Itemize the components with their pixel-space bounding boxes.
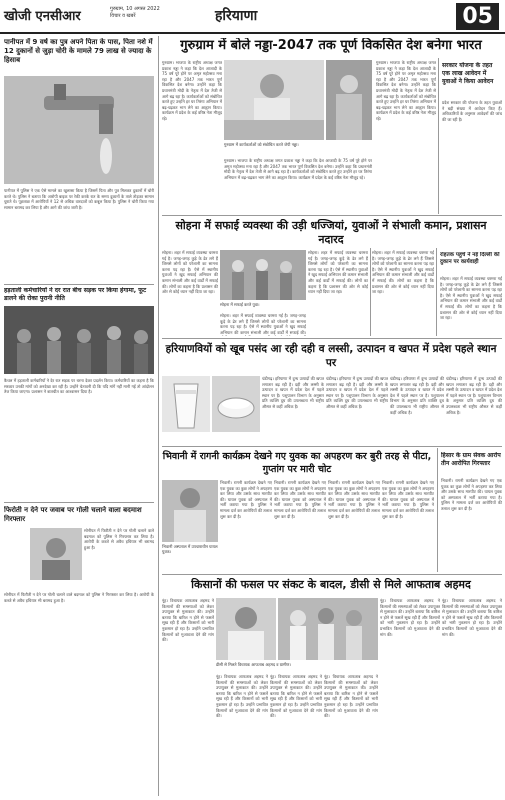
lead-side-body: प्रदेश सरकार की योजना के तहत युवाओं ने बड़ी संख्या में आवेदन किए हैं। अधिकारियों के अनुसार आवेदनों की जांच की जा रही है। <box>442 100 502 122</box>
left-story3-headline: फिरोती न देने पर जवाब पर गोली चलाने वाला बदमाश गिरफ्तार <box>4 506 142 523</box>
sohna-headline: सोहना में सफाई व्यवस्था की उड़ी धज्जियां, युवाओं ने संभाली कमान, प्रशासन नदारद <box>175 219 487 246</box>
farmers-body-col1: नूंह। विधायक आफताब अहमद ने किसानों की समस्याओं को लेकर उपायुक्त से मुलाकात की। उन्होंने बताया कि बारिश न होने से फसलें सूख रही हैं और किसानों को भारी नुकसान हो रहा है। उन्होंने प्रभावित किसानों को मुआवजा देने की मांग की। <box>162 598 214 643</box>
sohna-side-headline: रोहतक पहुंचे ने नई दिल्ली की दुकान पर कार्यवाही <box>440 252 500 265</box>
lassi-body-col3: चंडीगढ़। हरियाणा में दुग्ध उत्पादों की खपत लगातार बढ़ रही है। दही और लस्सी के उत्पादन व खपत में प्रदेश देश में पहले स्थान पर है। पशुपालन विभाग के अनुसार प्रति व्यक्ति दूध की उपलब्धता भी राष्ट्रीय औसत से कहीं अधिक है। <box>390 376 444 415</box>
sohna-body-col2: सोहना। शहर में सफाई व्यवस्था चरमरा गई है। जगह-जगह कूड़े के ढेर लगे हैं जिससे लोगों को परेशानी का सामना करना पड़ रहा है। ऐसे में स्थानीय युवाओं ने खुद सफाई अभियान की कमान संभाली और कई वार्डों में सफाई की। <box>220 313 306 335</box>
left-story2-headline: हड़ताली कर्मचारियों ने दर रात बीच सड़क पर किया हंगामा, फूट डालने की रोका पुरानी नीति <box>4 287 147 302</box>
left-story3-body-cont: सोनीपत में फिरौती न देने पर गोली चलाने वाले बदमाश को पुलिस ने गिरफ्तार कर लिया है। आरोपी के कब्जे से अवैध हथियार भी बरामद हुआ है। <box>4 592 154 603</box>
lassi-body-col4: चंडीगढ़। हरियाणा में दुग्ध उत्पादों की खपत लगातार बढ़ रही है। दही और लस्सी के उत्पादन व खपत में प्रदेश देश में पहले स्थान पर है। पशुपालन विभाग के अनुसार प्रति व्यक्ति दूध की उपलब्धता भी राष्ट्रीय औसत से कहीं अधिक है। <box>446 376 502 415</box>
column-divider <box>370 248 371 336</box>
bhiwani-photo-caption: भिवानी अस्पताल में उपचाराधीन घायल युवक। <box>162 544 218 554</box>
divider <box>4 502 154 503</box>
bhiwani-side-headline: हिसार के ग्राम सेवक आरोप तीन आरोपित गिरफ्तार <box>441 452 501 467</box>
curd-bowl-icon <box>212 376 260 432</box>
masthead-meta <box>110 6 220 20</box>
bhiwani-headline: भिवानी में रागनी कार्यक्रम देखने गए युवक का अपहरण कर बुरी तरह से पीटा, गुप्तांग पर मारी चोट <box>162 451 432 475</box>
left-story2-body: कैथल में हड़ताली कर्मचारियों ने देर रात सड़क पर धरना देकर प्रदर्शन किया। कर्मचारियों का कहना है कि सरकार उनकी मांगों को अनदेखा कर रही है। उन्होंने चेतावनी दी कि यदि मांगें नहीं मानी गईं तो आंदोलन तेज किया जाएगा। प्रशासन ने बातचीत का आश्वासन दिया है। <box>4 378 154 395</box>
sohna-photo-caption: सोहना में सफाई करते युवा। <box>220 302 260 307</box>
lead-body-col1: गुरुग्राम। भाजपा के राष्ट्रीय अध्यक्ष जगत प्रकाश नड्डा ने कहा कि देश आजादी के 75 वर्ष पूरे होने पर अमृत महोत्सव मना रहा है और 2047 तक भारत पूर्ण विकसित देश बनेगा। उन्होंने कहा कि प्रधानमंत्री मोदी के नेतृत्व में देश तेजी से आगे बढ़ रहा है। कार्यकर्ताओं को संबोधित करते हुए उन्होंने हर घर तिरंगा अभियान में बढ़-चढ़कर भाग लेने का आह्वान किया। कार्यक्रम में प्रदेश के कई वरिष्ठ नेता मौजूद रहे। <box>162 60 222 121</box>
bhiwani-body-col3: भिवानी। रागनी कार्यक्रम देखने गए एक युवक का कुछ लोगों ने अपहरण कर लिया और उसके साथ मारपीट की। घायल युवक को अस्पताल में भर्ती कराया गया है। पुलिस ने मामला दर्ज कर आरोपियों की तलाश शुरू कर दी है। <box>328 480 380 519</box>
lead-photo-caption: गुरुग्राम में कार्यकर्ताओं को संबोधित करते जेपी नड्डा। <box>224 142 299 147</box>
bhiwani-photo <box>162 480 218 542</box>
divider <box>162 574 502 575</box>
column-divider <box>438 58 439 214</box>
bhiwani-side-body: भिवानी। रागनी कार्यक्रम देखने गए एक युवक का कुछ लोगों ने अपहरण कर लिया और उसके साथ मारपीट की। घायल युवक को अस्पताल में भर्ती कराया गया है। पुलिस ने मामला दर्ज कर आरोपियों की तलाश शुरू कर दी है। <box>441 478 502 511</box>
lead-body-col2: गुरुग्राम। भाजपा के राष्ट्रीय अध्यक्ष जगत प्रकाश नड्डा ने कहा कि देश आजादी के 75 वर्ष पूरे होने पर अमृत महोत्सव मना रहा है और 2047 तक भारत पूर्ण विकसित देश बनेगा। उन्होंने कहा कि प्रधानमंत्री मोदी के नेतृत्व में देश तेजी से आगे बढ़ रहा है। कार्यकर्ताओं को संबोधित करते हुए उन्होंने हर घर तिरंगा अभियान में बढ़-चढ़कर भाग लेने का आह्वान किया। कार्यक्रम में प्रदेश के कई वरिष्ठ नेता मौजूद रहे। <box>224 158 372 180</box>
bhiwani-body-col2: भिवानी। रागनी कार्यक्रम देखने गए एक युवक का कुछ लोगों ने अपहरण कर लिया और उसके साथ मारपीट की। घायल युवक को अस्पताल में भर्ती कराया गया है। पुलिस ने मामला दर्ज कर आरोपियों की तलाश शुरू कर दी है। <box>274 480 326 519</box>
left-top-body: पानीपत में पुलिस ने एक ऐसे मामले का खुलासा किया है जिसमें पिता और पुत्र मिलकर दुकानों में चोरी करते थे। पुलिस ने बताया कि आरोपी बाइक पर रेकी करके रात के समय दुकानों के ताले तोड़कर सामान चुराते थे। पूछताछ में आरोपियों ने 12 से अधिक वारदातों को कबूल किया है। पुलिस ने चोरी किया गया सामान बरामद कर लिया है और आगे की जांच जारी है। <box>4 188 154 210</box>
cleaning-drive-icon <box>220 250 306 300</box>
farmers-body-col5: नूंह। विधायक आफताब अहमद ने किसानों की समस्याओं को लेकर उपायुक्त से मुलाकात की। उन्होंने बताया कि बारिश न होने से फसलें सूख रही हैं और किसानों को भारी नुकसान हो रहा है। उन्होंने प्रभावित किसानों को मुआवजा देने की मांग की। <box>380 598 440 637</box>
water-tap-icon <box>4 76 154 184</box>
lassi-glass-icon <box>162 376 210 432</box>
masthead-date: गुरुग्राम, 10 अगस्त 2022 <box>110 6 160 12</box>
sohna-photo <box>220 250 306 300</box>
protest-photo <box>4 306 154 374</box>
left-top-headline: पानीपत में 9 वर्ष का पुत्र अपने पिता के पास, पिता नशे में 12 दुकानों से जुड़ा चोरी के मामले 79 लाख से ज्यादा के हिसाब <box>4 38 153 64</box>
sohna-side-body: सोहना। शहर में सफाई व्यवस्था चरमरा गई है। जगह-जगह कूड़े के ढेर लगे हैं जिससे लोगों को परेशानी का सामना करना पड़ रहा है। ऐसे में स्थानीय युवाओं ने खुद सफाई अभियान की कमान संभाली और कई वार्डों में सफाई की। लोगों का कहना है कि प्रशासन की ओर से कोई ध्यान नहीं दिया जा रहा। <box>440 276 502 321</box>
lead-photo-nadda <box>224 60 324 140</box>
farmers-headline: किसानों की फसल पर संकट के बादल, डीसी से मिले आफताब अहमद <box>191 578 471 591</box>
person-photo-icon <box>30 528 82 580</box>
lassi-headline: हरियाणवियों को खूब पसंद आ रही दही व लस्सी, उत्पादन व खपत में प्रदेश पहले स्थान पर <box>165 343 497 369</box>
farmers-body-col2: नूंह। विधायक आफताब अहमद ने किसानों की समस्याओं को लेकर उपायुक्त से मुलाकात की। उन्होंने बताया कि बारिश न होने से फसलें सूख रही हैं और किसानों को भारी नुकसान हो रहा है। उन्होंने प्रभावित किसानों को मुआवजा देने की मांग की। <box>216 674 268 719</box>
bhiwani-body-col4: भिवानी। रागनी कार्यक्रम देखने गए एक युवक का कुछ लोगों ने अपहरण कर लिया और उसके साथ मारपीट की। घायल युवक को अस्पताल में भर्ती कराया गया है। पुलिस ने मामला दर्ज कर आरोपियों की तलाश शुरू कर दी है। <box>382 480 434 519</box>
column-divider <box>436 248 437 336</box>
farmers-photo-caption: डीसी से मिलते विधायक आफताब अहमद व ग्रामीण। <box>216 662 291 667</box>
column-divider <box>158 36 159 796</box>
divider <box>162 215 502 216</box>
lead-side-headline: सरकार योजना के तहत एक लाख आवेदन में युवाओं ने किया आवेदन <box>442 62 494 85</box>
lassi-body-col1: चंडीगढ़। हरियाणा में दुग्ध उत्पादों की खपत लगातार बढ़ रही है। दही और लस्सी के उत्पादन व खपत में प्रदेश देश में पहले स्थान पर है। पशुपालन विभाग के अनुसार प्रति व्यक्ति दूध की उपलब्धता भी राष्ट्रीय औसत से कहीं अधिक है। <box>262 376 324 409</box>
column-divider <box>437 448 438 572</box>
lassi-body-col2: चंडीगढ़। हरियाणा में दुग्ध उत्पादों की खपत लगातार बढ़ रही है। दही और लस्सी के उत्पादन व खपत में प्रदेश देश में पहले स्थान पर है। पशुपालन विभाग के अनुसार प्रति व्यक्ति दूध की उपलब्धता भी राष्ट्रीय औसत से कहीं अधिक है। <box>326 376 388 409</box>
masthead-tagline: विचार व खबरें <box>110 13 136 19</box>
injured-youth-icon <box>162 480 218 542</box>
bhiwani-body-col1: भिवानी। रागनी कार्यक्रम देखने गए एक युवक का कुछ लोगों ने अपहरण कर लिया और उसके साथ मारपीट की। घायल युवक को अस्पताल में भर्ती कराया गया है। पुलिस ने मामला दर्ज कर आरोपियों की तलाश शुरू कर दी है। <box>220 480 272 519</box>
accused-photo <box>30 528 82 580</box>
meeting-dc-icon <box>278 598 378 660</box>
masthead <box>0 0 505 34</box>
lead-photo-stage <box>326 60 372 140</box>
section-title: हरियाणा <box>215 8 258 24</box>
leader-speaking-icon <box>224 60 324 140</box>
farmers-body-col4: नूंह। विधायक आफताब अहमद ने किसानों की समस्याओं को लेकर उपायुक्त से मुलाकात की। उन्होंने बताया कि बारिश न होने से फसलें सूख रही हैं और किसानों को भारी नुकसान हो रहा है। उन्होंने प्रभावित किसानों को मुआवजा देने की मांग की। <box>324 674 378 719</box>
sohna-body-col4: सोहना। शहर में सफाई व्यवस्था चरमरा गई है। जगह-जगह कूड़े के ढेर लगे हैं जिससे लोगों को परेशानी का सामना करना पड़ रहा है। ऐसे में स्थानीय युवाओं ने खुद सफाई अभियान की कमान संभाली और कई वार्डों में सफाई की। लोगों का कहना है कि प्रशासन की ओर से कोई ध्यान नहीं दिया जा रहा। <box>372 250 434 295</box>
left-story3-body: सोनीपत में फिरौती न देने पर गोली चलाने वाले बदमाश को पुलिस ने गिरफ्तार कर लिया है। आरोपी के कब्जे से अवैध हथियार भी बरामद हुआ है। <box>84 528 154 550</box>
stage-crowd-icon <box>326 60 372 140</box>
protest-crowd-icon <box>4 306 154 374</box>
newspaper-logo: खोजी एनसीआर <box>4 9 81 24</box>
farmers-photo-1 <box>216 598 276 660</box>
tap-photo <box>4 76 154 184</box>
curd-bowl-photo <box>212 376 260 432</box>
farmer-portrait-icon <box>216 598 276 660</box>
farmers-body-col6: नूंह। विधायक आफताब अहमद ने किसानों की समस्याओं को लेकर उपायुक्त से मुलाकात की। उन्होंने बताया कि बारिश न होने से फसलें सूख रही हैं और किसानों को भारी नुकसान हो रहा है। उन्होंने प्रभावित किसानों को मुआवजा देने की मांग की। <box>442 598 502 637</box>
divider <box>162 338 502 339</box>
lassi-glass-photo <box>162 376 210 432</box>
sohna-body-col3: सोहना। शहर में सफाई व्यवस्था चरमरा गई है। जगह-जगह कूड़े के ढेर लगे हैं जिससे लोगों को परेशानी का सामना करना पड़ रहा है। ऐसे में स्थानीय युवाओं ने खुद सफाई अभियान की कमान संभाली और कई वार्डों में सफाई की। लोगों का कहना है कि प्रशासन की ओर से कोई ध्यान नहीं दिया जा रहा। <box>308 250 368 295</box>
divider <box>4 284 154 285</box>
divider <box>162 446 502 447</box>
sohna-body-col1: सोहना। शहर में सफाई व्यवस्था चरमरा गई है। जगह-जगह कूड़े के ढेर लगे हैं जिससे लोगों को परेशानी का सामना करना पड़ रहा है। ऐसे में स्थानीय युवाओं ने खुद सफाई अभियान की कमान संभाली और कई वार्डों में सफाई की। लोगों का कहना है कि प्रशासन की ओर से कोई ध्यान नहीं दिया जा रहा। <box>162 250 218 295</box>
farmers-body-col3: नूंह। विधायक आफताब अहमद ने किसानों की समस्याओं को लेकर उपायुक्त से मुलाकात की। उन्होंने बताया कि बारिश न होने से फसलें सूख रही हैं और किसानों को भारी नुकसान हो रहा है। उन्होंने प्रभावित किसानों को मुआवजा देने की मांग की। <box>270 674 322 719</box>
farmers-photo-2 <box>278 598 378 660</box>
lead-headline: गुरुग्राम में बोले नड्डा-2047 तक पूर्ण विकसित देश बनेगा भारत <box>180 38 482 53</box>
lead-body-col3: गुरुग्राम। भाजपा के राष्ट्रीय अध्यक्ष जगत प्रकाश नड्डा ने कहा कि देश आजादी के 75 वर्ष पूरे होने पर अमृत महोत्सव मना रहा है और 2047 तक भारत पूर्ण विकसित देश बनेगा। उन्होंने कहा कि प्रधानमंत्री मोदी के नेतृत्व में देश तेजी से आगे बढ़ रहा है। कार्यकर्ताओं को संबोधित करते हुए उन्होंने हर घर तिरंगा अभियान में बढ़-चढ़कर भाग लेने का आह्वान किया। कार्यक्रम में प्रदेश के कई वरिष्ठ नेता मौजूद रहे। <box>376 60 436 121</box>
page-number: 05 <box>456 3 499 30</box>
